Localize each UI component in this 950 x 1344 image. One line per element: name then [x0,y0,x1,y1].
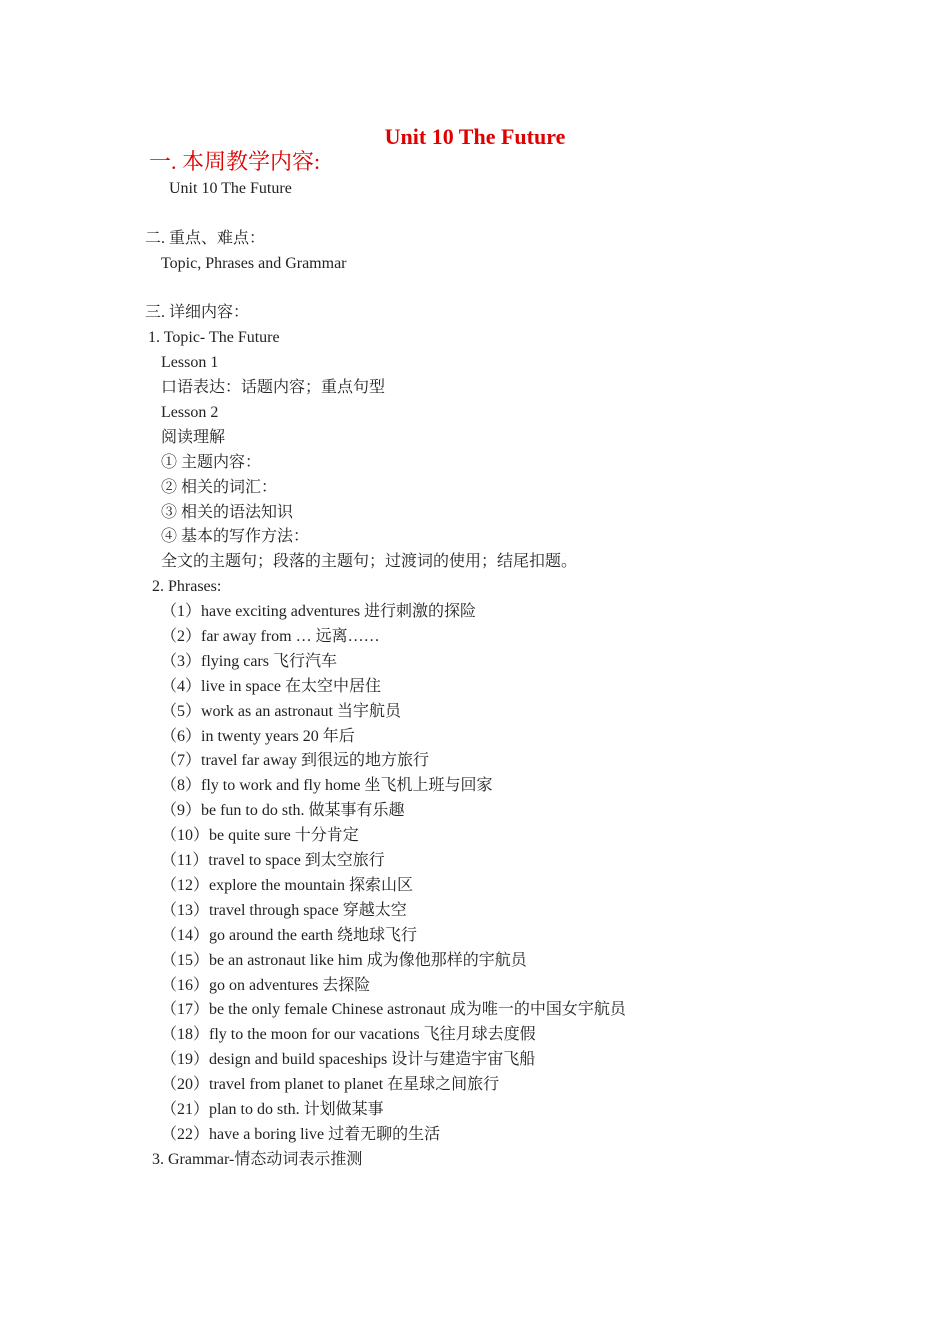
phrase-item: （15）be an astronaut like him 成为像他那样的宇航员 [161,951,527,969]
phrase-item: （11）travel to space 到太空旅行 [161,852,385,870]
blank-line [0,202,950,227]
phrase-item: （16）go on adventures 去探险 [161,976,371,994]
phrase-item: （2）far away from … 远离…… [161,628,380,646]
phrase-item: （10）be quite sure 十分肯定 [161,827,359,845]
topic-point: ④ 基本的写作方法： [161,528,310,546]
section-3-heading: 三. 详细内容： [145,304,250,322]
phrase-item: （3）flying cars 飞行汽车 [161,652,337,670]
phrase-item: （22）have a boring live 过着无聊的生活 [161,1125,441,1143]
phrase-item: （6）in twenty years 20 年后 [161,727,355,745]
document-body [0,177,950,1173]
section-1-heading: 一. 本周教学内容: [149,149,321,174]
phrase-item: （20）travel from planet to planet 在星球之间旅行 [161,1076,500,1094]
phrase-item: （8）fly to work and fly home 坐飞机上班与回家 [161,777,493,795]
lesson-1-label: Lesson 1 [161,354,219,372]
phrase-item: （12）explore the mountain 探索山区 [161,876,413,894]
section-2-heading: 二. 重点、难点： [145,229,266,247]
topic-point: ② 相关的词汇： [161,478,278,496]
topic-heading: 1. Topic- The Future [148,329,280,347]
lesson-1-detail: 口语表达：话题内容；重点句型 [161,379,386,397]
writing-detail: 全文的主题句；段落的主题句；过渡词的使用；结尾扣题。 [161,553,578,571]
topic-point: ① 主题内容： [161,453,262,471]
phrase-item: （17）be the only female Chinese astronaut 成为唯一的中国女宇航员 [161,1001,626,1019]
phrases-heading: 2. Phrases: [152,578,222,596]
phrase-item: （5）work as an astronaut 当宇航员 [161,702,401,720]
phrase-item: （4）live in space 在太空中居住 [161,677,381,695]
phrase-item: （19）design and build spaceships 设计与建造宇宙飞船 [161,1051,536,1069]
phrase-item: （7）travel far away 到很远的地方旅行 [161,752,429,770]
lesson-2-label: Lesson 2 [161,404,219,422]
topic-point: ③ 相关的语法知识 [161,503,294,521]
grammar-heading: 3. Grammar-情态动词表示推测 [152,1150,363,1168]
phrase-item: （14）go around the earth 绕地球飞行 [161,926,417,944]
blank-line [0,277,950,302]
phrase-item: （18）fly to the moon for our vacations 飞往月球去度假 [161,1026,536,1044]
lesson-2-detail: 阅读理解 [161,428,226,446]
phrase-item: （21）plan to do sth. 计划做某事 [161,1100,384,1118]
section-1-body: Unit 10 The Future [169,180,292,197]
phrase-item: （1）have exciting adventures 进行刺激的探险 [161,603,477,621]
section-2-body: Topic, Phrases and Grammar [161,254,347,272]
phrase-item: （13）travel through space 穿越太空 [161,901,407,919]
phrase-item: （9）be fun to do sth. 做某事有乐趣 [161,802,405,820]
document-title: Unit 10 The Future [384,124,566,149]
